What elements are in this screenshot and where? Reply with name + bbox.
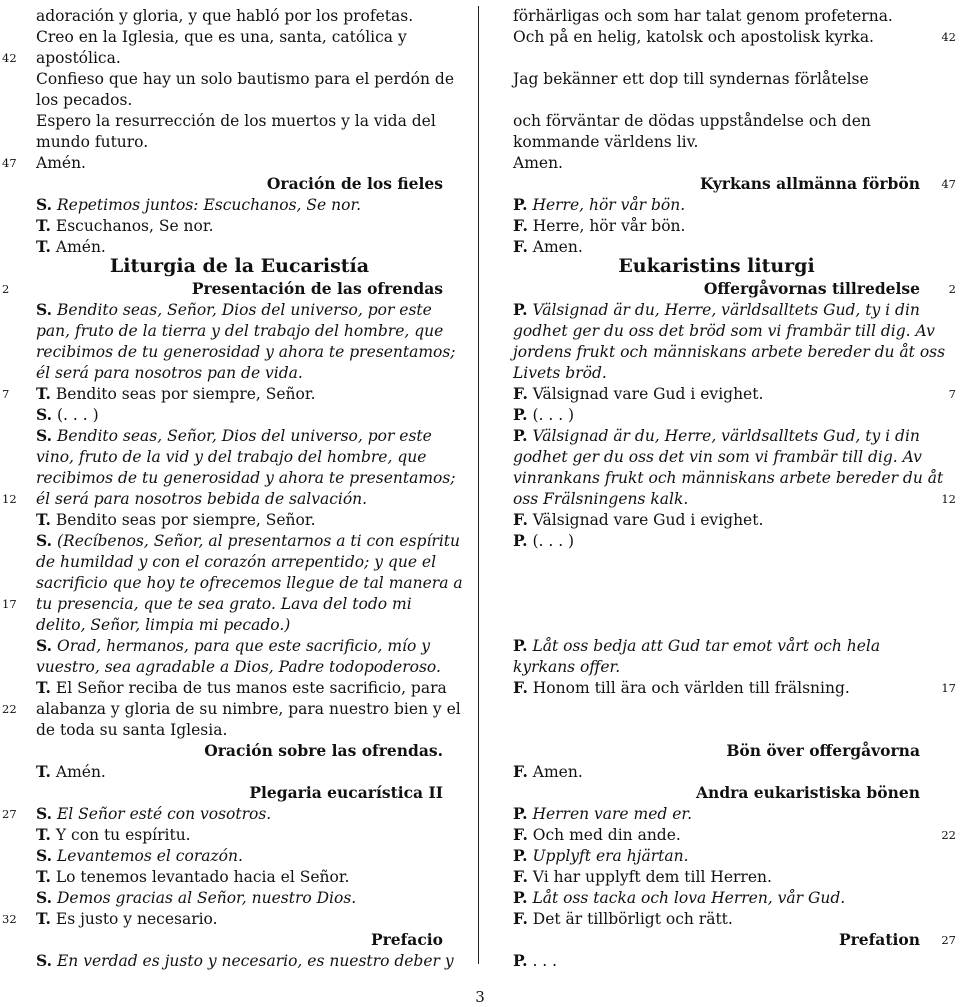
line-text: (Recíbenos, Señor, al presentarnos a ti con espíritu: [56, 532, 460, 550]
text-line: Amen.: [513, 154, 563, 172]
speaker-marker: S.: [36, 195, 53, 214]
speaker-marker: F.: [513, 909, 528, 928]
line-text: Es justo y necesario.: [55, 910, 218, 928]
dialogue-line: [36, 531, 460, 551]
dialogue-line: [513, 510, 763, 530]
speaker-marker: P.: [513, 636, 528, 655]
line-text: Demos gracias al Señor, nuestro Dios.: [56, 889, 357, 907]
line-number: 32: [2, 912, 17, 926]
speaker-marker: P.: [513, 846, 528, 865]
speaker-marker: P.: [513, 951, 528, 970]
dialogue-line: [513, 825, 681, 845]
line-text: Amén.: [55, 763, 106, 781]
dialogue-line: [36, 384, 316, 404]
text-line: pan, fruto de la tierra y del trabajo del hombre, que: [36, 322, 444, 340]
text-line: förhärligas och som har talat genom profeterna.: [513, 7, 893, 25]
speaker-marker: F.: [513, 825, 528, 844]
line-text: Och med din ande.: [532, 826, 681, 844]
dialogue-line: [36, 237, 106, 257]
text-line: recibimos de tu generosidad y ahora te presentamos;: [36, 469, 456, 487]
section-heading: Prefation: [838, 930, 920, 949]
line-text: Honom till ära och världen till frälsning.: [532, 679, 850, 697]
line-number: 12: [2, 492, 17, 506]
speaker-marker: F.: [513, 510, 528, 529]
line-text: Amen.: [532, 238, 583, 256]
line-text: Herre, hör vår bön.: [532, 196, 686, 214]
speaker-marker: T.: [36, 825, 51, 844]
line-number: 27: [2, 807, 17, 821]
section-heading: Prefacio: [370, 930, 443, 949]
dialogue-line: [36, 300, 432, 320]
line-text: Amén.: [55, 238, 106, 256]
line-number: 17: [2, 597, 17, 611]
section-heading: Offergåvornas tillredelse: [703, 279, 920, 298]
dialogue-line: [513, 300, 920, 320]
text-line: Och på en helig, katolsk och apostolisk kyrka.: [513, 28, 874, 46]
section-heading: Kyrkans allmänna förbön: [700, 174, 920, 193]
speaker-marker: T.: [36, 384, 51, 403]
speaker-marker: P.: [513, 405, 528, 424]
dialogue-line: [513, 531, 574, 551]
line-text: Bendito seas por siempre, Señor.: [55, 385, 316, 403]
dialogue-line: [36, 825, 191, 845]
dialogue-line: [513, 762, 583, 782]
section-heading: Bön över offergåvorna: [726, 741, 920, 760]
text-line: tu presencia, que te sea grato. Lava del todo mi: [36, 595, 412, 613]
speaker-marker: T.: [36, 867, 51, 886]
line-number: 47: [941, 177, 956, 191]
text-line: él será para nosotros pan de vida.: [36, 364, 303, 382]
dialogue-line: [513, 405, 574, 425]
page-number: 3: [475, 988, 485, 1006]
line-number: 22: [2, 702, 17, 716]
text-line: Amén.: [36, 154, 86, 172]
line-text: (. . . ): [532, 406, 575, 424]
text-line: vino, fruto de la vid y del trabajo del hombre, que: [36, 448, 427, 466]
dialogue-line: [36, 405, 99, 425]
dialogue-line: [36, 846, 243, 866]
speaker-marker: S.: [36, 804, 53, 823]
section-heading: Oración de los fieles: [266, 174, 443, 193]
line-text: Välsignad är du, Herre, världsalltets Gud, ty i din: [532, 427, 920, 445]
line-text: Låt oss bedja att Gud tar emot vårt och hela: [532, 637, 881, 655]
speaker-marker: F.: [513, 867, 528, 886]
line-text: El Señor reciba de tus manos este sacrificio, para: [55, 679, 447, 697]
line-text: Herren vare med er.: [532, 805, 693, 823]
dialogue-line: [513, 846, 689, 866]
text-line: godhet ger du oss det bröd som vi frambär till dig. Av: [513, 322, 935, 340]
dialogue-line: [513, 888, 845, 908]
text-line: mundo futuro.: [36, 133, 149, 151]
dialogue-line: [36, 762, 106, 782]
speaker-marker: S.: [36, 426, 53, 445]
text-line: apostólica.: [36, 49, 121, 67]
speaker-marker: T.: [36, 678, 51, 697]
line-number: 42: [2, 51, 17, 65]
dialogue-line: [36, 867, 349, 887]
text-line: oss Frälsningens kalk.: [513, 490, 689, 508]
text-line: vinrankans frukt och människans arbete bereder du åt: [513, 469, 944, 487]
part-heading: Eukaristins liturgi: [618, 255, 815, 277]
dialogue-line: [513, 216, 685, 236]
text-line: och förväntar de dödas uppståndelse och den: [513, 112, 871, 130]
line-text: (. . . ): [532, 532, 575, 550]
speaker-marker: P.: [513, 300, 528, 319]
dialogue-line: [36, 636, 430, 656]
text-line: Espero la resurrección de los muertos y la vida del: [36, 112, 436, 130]
text-line: Livets bröd.: [513, 364, 607, 382]
text-line: kommande världens liv.: [513, 133, 699, 151]
line-text: Levantemos el corazón.: [56, 847, 243, 865]
line-text: Bendito seas por siempre, Señor.: [55, 511, 316, 529]
dialogue-line: [513, 951, 557, 971]
text-line: Creo en la Iglesia, que es una, santa, católica y: [36, 28, 407, 46]
part-heading: Liturgia de la Eucaristía: [109, 255, 370, 277]
text-line: los pecados.: [36, 91, 133, 109]
speaker-marker: S.: [36, 636, 53, 655]
line-number: 2: [948, 282, 956, 296]
line-text: Orad, hermanos, para que este sacrificio, mío y: [56, 637, 431, 655]
line-text: Välsignad vare Gud i evighet.: [532, 385, 764, 403]
dialogue-line: [36, 804, 271, 824]
speaker-marker: S.: [36, 888, 53, 907]
section-heading: Plegaria eucarística II: [249, 783, 443, 802]
line-text: Lo tenemos levantado hacia el Señor.: [55, 868, 350, 886]
speaker-marker: P.: [513, 888, 528, 907]
dialogue-line: [36, 195, 361, 215]
line-number: 47: [2, 156, 17, 170]
speaker-marker: S.: [36, 531, 53, 550]
text-line: jordens frukt och människans arbete bereder du åt oss: [513, 343, 946, 361]
speaker-marker: S.: [36, 846, 53, 865]
dialogue-line: [513, 426, 920, 446]
line-text: Amen.: [532, 763, 583, 781]
line-number: 2: [2, 282, 10, 296]
dialogue-line: [513, 909, 733, 929]
text-line: sacrificio que hoy te ofrecemos llegue de tal manera a: [36, 574, 463, 592]
line-text: En verdad es justo y necesario, es nuestro deber y: [56, 952, 454, 970]
dialogue-line: [513, 195, 685, 215]
line-text: Repetimos juntos: Escuchanos, Se nor.: [56, 196, 362, 214]
text-line: él será para nosotros bebida de salvación.: [36, 490, 368, 508]
dialogue-line: [36, 888, 356, 908]
line-number: 7: [2, 387, 10, 401]
speaker-marker: S.: [36, 405, 53, 424]
speaker-marker: T.: [36, 237, 51, 256]
speaker-marker: T.: [36, 510, 51, 529]
text-line: recibimos de tu generosidad y ahora te presentamos;: [36, 343, 456, 361]
dialogue-line: [36, 426, 432, 446]
dialogue-line: [36, 510, 316, 530]
line-text: Välsignad vare Gud i evighet.: [532, 511, 764, 529]
speaker-marker: F.: [513, 384, 528, 403]
speaker-marker: T.: [36, 216, 51, 235]
speaker-marker: F.: [513, 237, 528, 256]
speaker-marker: F.: [513, 678, 528, 697]
line-text: Bendito seas, Señor, Dios del universo, por este: [56, 427, 432, 445]
speaker-marker: P.: [513, 195, 528, 214]
line-text: Escuchanos, Se nor.: [55, 217, 214, 235]
line-text: Upplyft era hjärtan.: [532, 847, 689, 865]
text-line: godhet ger du oss det vin som vi frambär till dig. Av: [513, 448, 922, 466]
line-text: . . .: [532, 952, 558, 970]
text-line: adoración y gloria, y que habló por los profetas.: [36, 7, 414, 25]
speaker-marker: T.: [36, 762, 51, 781]
dialogue-line: [36, 678, 447, 698]
speaker-marker: S.: [36, 300, 53, 319]
line-text: Det är tillbörligt och rätt.: [532, 910, 733, 928]
speaker-marker: P.: [513, 804, 528, 823]
line-text: El Señor esté con vosotros.: [56, 805, 272, 823]
dialogue-line: [513, 237, 583, 257]
section-heading: Andra eukaristiska bönen: [696, 783, 920, 802]
speaker-marker: P.: [513, 426, 528, 445]
speaker-marker: F.: [513, 216, 528, 235]
text-line: Confieso que hay un solo bautismo para el perdón de: [36, 70, 455, 88]
section-heading: Oración sobre las ofrendas.: [204, 741, 443, 760]
line-number: 7: [948, 387, 956, 401]
text-line: Jag bekänner ett dop till syndernas förlåtelse: [513, 70, 869, 88]
text-line: delito, Señor, limpia mi pecado.): [36, 616, 291, 634]
line-number: 17: [941, 681, 956, 695]
dialogue-line: [513, 384, 763, 404]
column-divider: [478, 6, 479, 964]
line-text: Låt oss tacka och lova Herren, vår Gud.: [532, 889, 846, 907]
line-text: Välsignad är du, Herre, världsalltets Gud, ty i din: [532, 301, 920, 319]
section-heading: Presentación de las ofrendas: [191, 279, 443, 298]
line-text: Vi har upplyft dem till Herren.: [532, 868, 772, 886]
dialogue-line: [513, 636, 880, 656]
line-number: 22: [941, 828, 956, 842]
line-number: 27: [941, 933, 956, 947]
text-line: de toda su santa Iglesia.: [36, 721, 228, 739]
dialogue-line: [513, 804, 692, 824]
text-line: kyrkans offer.: [513, 658, 621, 676]
line-number: 42: [941, 30, 956, 44]
text-line: de humildad y con el corazón arrepentido; y que el: [36, 553, 437, 571]
dialogue-line: [36, 909, 218, 929]
speaker-marker: S.: [36, 951, 53, 970]
line-text: (. . . ): [56, 406, 99, 424]
speaker-marker: P.: [513, 531, 528, 550]
dialogue-line: [36, 951, 454, 971]
line-text: Herre, hör vår bön.: [532, 217, 686, 235]
dialogue-line: [513, 678, 850, 698]
dialogue-line: [36, 216, 214, 236]
line-text: Bendito seas, Señor, Dios del universo, por este: [56, 301, 432, 319]
dialogue-line: [513, 867, 772, 887]
line-number: 12: [941, 492, 956, 506]
line-text: Y con tu espíritu.: [55, 826, 191, 844]
speaker-marker: T.: [36, 909, 51, 928]
text-line: vuestro, sea agradable a Dios, Padre todopoderoso.: [36, 658, 441, 676]
text-line: alabanza y gloria de su nimbre, para nuestro bien y el: [36, 700, 461, 718]
speaker-marker: F.: [513, 762, 528, 781]
